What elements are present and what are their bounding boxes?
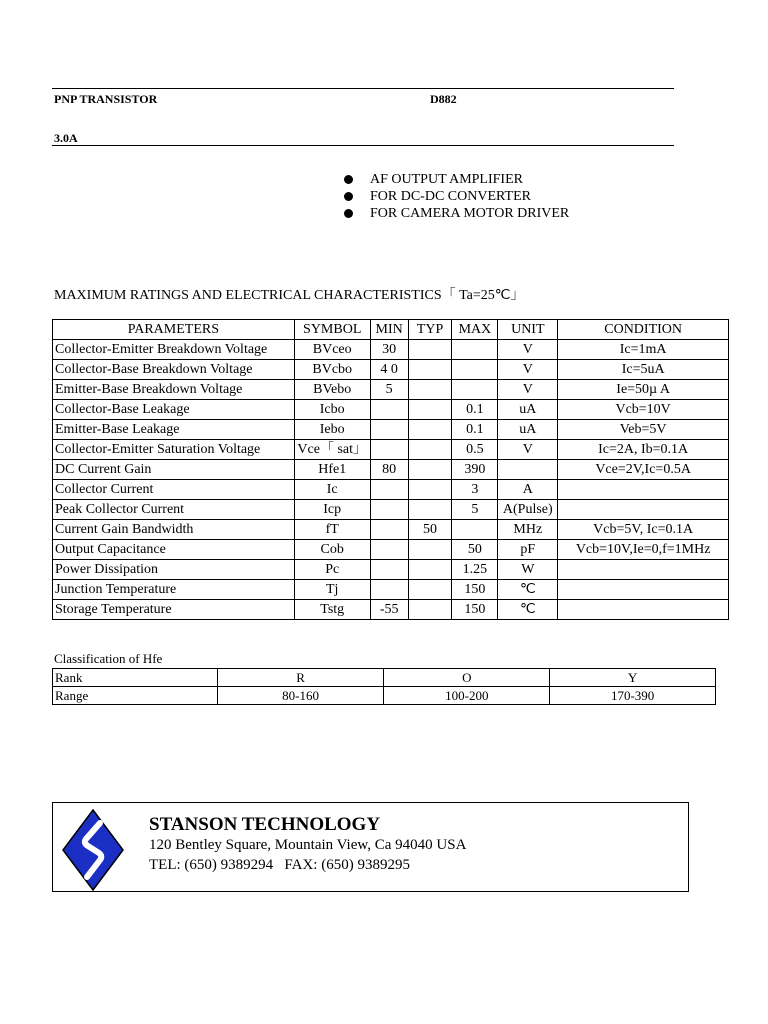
- value-cell: [370, 560, 408, 580]
- column-header: UNIT: [498, 320, 558, 340]
- feature-list: [344, 171, 569, 222]
- value-cell: 0.1: [452, 420, 498, 440]
- value-cell: [558, 500, 729, 520]
- value-cell: [408, 500, 452, 520]
- value-cell: [558, 580, 729, 600]
- value-cell: Icp: [294, 500, 370, 520]
- company-address: 120 Bentley Square, Mountain View, Ca 94040 USA: [149, 837, 467, 853]
- column-header: TYP: [408, 320, 452, 340]
- stanson-logo-icon: [62, 809, 124, 891]
- value-cell: W: [498, 560, 558, 580]
- value-cell: 5: [370, 380, 408, 400]
- value-cell: Ie=50µ A: [558, 380, 729, 400]
- product-type: PNP TRANSISTOR: [54, 92, 158, 106]
- value-cell: uA: [498, 400, 558, 420]
- range-label: Range: [53, 687, 218, 705]
- value-cell: [558, 600, 729, 620]
- value-cell: [370, 480, 408, 500]
- parameter-cell: Collector-Base Leakage: [53, 400, 295, 420]
- value-cell: V: [498, 360, 558, 380]
- value-cell: V: [498, 340, 558, 360]
- value-cell: [558, 560, 729, 580]
- value-cell: Veb=5V: [558, 420, 729, 440]
- value-cell: [408, 580, 452, 600]
- column-header: CONDITION: [558, 320, 729, 340]
- value-cell: [408, 360, 452, 380]
- table-row: [53, 340, 729, 360]
- table-row: [53, 380, 729, 400]
- value-cell: 80: [370, 460, 408, 480]
- value-cell: [408, 440, 452, 460]
- value-cell: [370, 420, 408, 440]
- value-cell: [370, 400, 408, 420]
- table-row: [53, 580, 729, 600]
- rank-label: Rank: [53, 669, 218, 687]
- part-number: D882: [430, 92, 457, 106]
- value-cell: 30: [370, 340, 408, 360]
- value-cell: Vcb=10V: [558, 400, 729, 420]
- value-cell: Cob: [294, 540, 370, 560]
- parameter-cell: Peak Collector Current: [53, 500, 295, 520]
- parameter-cell: Collector-Emitter Saturation Voltage: [53, 440, 295, 460]
- column-header: MIN: [370, 320, 408, 340]
- value-cell: [370, 440, 408, 460]
- value-cell: [370, 520, 408, 540]
- table-row: [53, 460, 729, 480]
- value-cell: Vce=2V,Ic=0.5A: [558, 460, 729, 480]
- value-cell: 150: [452, 580, 498, 600]
- rank-cell: O: [384, 669, 550, 687]
- table-row: [53, 540, 729, 560]
- parameter-cell: Current Gain Bandwidth: [53, 520, 295, 540]
- value-cell: ℃: [498, 580, 558, 600]
- value-cell: fT: [294, 520, 370, 540]
- value-cell: [452, 380, 498, 400]
- value-cell: [370, 500, 408, 520]
- company-box: [52, 802, 689, 892]
- table-row: [53, 420, 729, 440]
- value-cell: Ic=2A, Ib=0.1A: [558, 440, 729, 460]
- value-cell: 4 0: [370, 360, 408, 380]
- value-cell: MHz: [498, 520, 558, 540]
- value-cell: uA: [498, 420, 558, 440]
- table-row: [53, 360, 729, 380]
- value-cell: ℃: [498, 600, 558, 620]
- parameter-cell: Power Dissipation: [53, 560, 295, 580]
- table-row: [53, 560, 729, 580]
- value-cell: BVceo: [294, 340, 370, 360]
- value-cell: Tstg: [294, 600, 370, 620]
- range-cell: 170-390: [550, 687, 716, 705]
- bullet-icon: [344, 192, 353, 201]
- header-rule-top: [52, 88, 674, 89]
- value-cell: [408, 420, 452, 440]
- value-cell: 3: [452, 480, 498, 500]
- value-cell: [498, 460, 558, 480]
- table-row: [53, 669, 716, 687]
- value-cell: A: [498, 480, 558, 500]
- parameter-cell: Collector-Emitter Breakdown Voltage: [53, 340, 295, 360]
- ratings-heading: MAXIMUM RATINGS AND ELECTRICAL CHARACTERISTICS「 Ta=25℃」: [54, 288, 525, 303]
- feature-item: AF OUTPUT AMPLIFIER: [344, 171, 569, 188]
- value-cell: [408, 480, 452, 500]
- parameter-cell: Emitter-Base Breakdown Voltage: [53, 380, 295, 400]
- value-cell: A(Pulse): [498, 500, 558, 520]
- value-cell: V: [498, 380, 558, 400]
- parameter-cell: DC Current Gain: [53, 460, 295, 480]
- table-row: [53, 480, 729, 500]
- value-cell: -55: [370, 600, 408, 620]
- value-cell: BVcbo: [294, 360, 370, 380]
- range-cell: 100-200: [384, 687, 550, 705]
- table-row: [53, 440, 729, 460]
- value-cell: 5: [452, 500, 498, 520]
- value-cell: [370, 580, 408, 600]
- company-name: STANSON TECHNOLOGY: [149, 814, 381, 835]
- feature-item: FOR DC-DC CONVERTER: [344, 188, 569, 205]
- parameter-cell: Output Capacitance: [53, 540, 295, 560]
- value-cell: pF: [498, 540, 558, 560]
- value-cell: [408, 540, 452, 560]
- header-rule-bottom: [52, 145, 674, 146]
- value-cell: [408, 460, 452, 480]
- characteristics-table: [52, 319, 729, 620]
- bullet-icon: [344, 175, 353, 184]
- value-cell: Vcb=10V,Ie=0,f=1MHz: [558, 540, 729, 560]
- column-header: PARAMETERS: [53, 320, 295, 340]
- table-row: [53, 600, 729, 620]
- value-cell: [558, 480, 729, 500]
- value-cell: V: [498, 440, 558, 460]
- value-cell: Ic=5uA: [558, 360, 729, 380]
- parameter-cell: Storage Temperature: [53, 600, 295, 620]
- value-cell: [408, 560, 452, 580]
- parameter-cell: Collector-Base Breakdown Voltage: [53, 360, 295, 380]
- value-cell: Pc: [294, 560, 370, 580]
- table-row: [53, 400, 729, 420]
- value-cell: 150: [452, 600, 498, 620]
- table-row: [53, 687, 716, 705]
- value-cell: Vce「 sat」: [294, 440, 370, 460]
- value-cell: 0.1: [452, 400, 498, 420]
- value-cell: Ic: [294, 480, 370, 500]
- table-header-row: [53, 320, 729, 340]
- value-cell: [452, 360, 498, 380]
- parameter-cell: Junction Temperature: [53, 580, 295, 600]
- rank-cell: Y: [550, 669, 716, 687]
- value-cell: 50: [408, 520, 452, 540]
- value-cell: [408, 380, 452, 400]
- value-cell: Vcb=5V, Ic=0.1A: [558, 520, 729, 540]
- rank-cell: R: [217, 669, 384, 687]
- value-cell: 50: [452, 540, 498, 560]
- value-cell: [452, 520, 498, 540]
- value-cell: [408, 600, 452, 620]
- parameter-cell: Collector Current: [53, 480, 295, 500]
- value-cell: Iebo: [294, 420, 370, 440]
- table-row: [53, 520, 729, 540]
- value-cell: Hfe1: [294, 460, 370, 480]
- value-cell: Ic=1mA: [558, 340, 729, 360]
- company-contact: TEL: (650) 9389294 FAX: (650) 9389295: [149, 857, 410, 873]
- range-cell: 80-160: [217, 687, 384, 705]
- bullet-icon: [344, 209, 353, 218]
- value-cell: 390: [452, 460, 498, 480]
- feature-item: FOR CAMERA MOTOR DRIVER: [344, 205, 569, 222]
- value-cell: [370, 540, 408, 560]
- parameter-cell: Emitter-Base Leakage: [53, 420, 295, 440]
- column-header: SYMBOL: [294, 320, 370, 340]
- hfe-classification-table: [52, 668, 716, 705]
- classification-title: Classification of Hfe: [54, 651, 163, 666]
- column-header: MAX: [452, 320, 498, 340]
- value-cell: [408, 340, 452, 360]
- table-row: [53, 500, 729, 520]
- value-cell: 1.25: [452, 560, 498, 580]
- value-cell: 0.5: [452, 440, 498, 460]
- value-cell: Icbo: [294, 400, 370, 420]
- value-cell: [452, 340, 498, 360]
- value-cell: BVebo: [294, 380, 370, 400]
- current-rating: 3.0A: [54, 131, 78, 145]
- value-cell: Tj: [294, 580, 370, 600]
- value-cell: [408, 400, 452, 420]
